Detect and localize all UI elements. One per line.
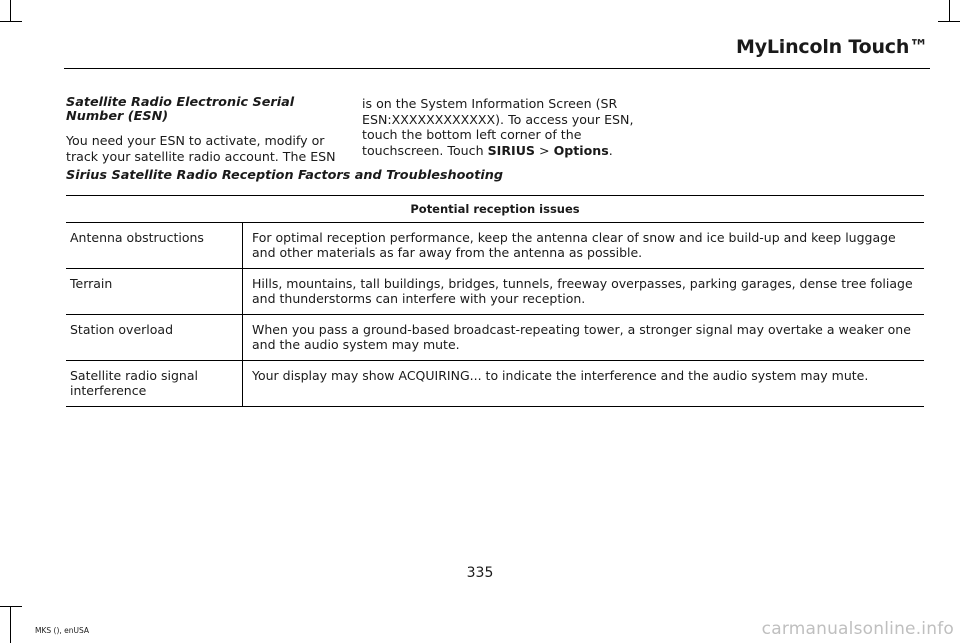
page-header-title: MyLincoln Touch™ xyxy=(735,36,928,58)
reception-issues-table xyxy=(66,195,924,407)
issue-cell: Antenna obstructions xyxy=(66,223,243,269)
table-row xyxy=(66,269,924,315)
table-row xyxy=(66,315,924,361)
table-header-row xyxy=(66,196,924,223)
description-cell: For optimal reception performance, keep the antenna clear of snow and ice build-up and keep luggage and other materials as far away from the antenna as possible. xyxy=(243,223,925,269)
crop-mark-top-left-h xyxy=(0,21,22,22)
table-header: Potential reception issues xyxy=(66,196,924,223)
crop-mark-top-left-v xyxy=(10,0,11,22)
description-cell: Hills, mountains, tall buildings, bridges, tunnels, freeway overpasses, parking garages, dense tree foliage and thunderstorms can interfere with your reception. xyxy=(243,269,925,315)
menu-separator: > xyxy=(535,142,554,158)
issue-cell: Satellite radio signal interference xyxy=(66,361,243,407)
crop-mark-top-right-h xyxy=(938,21,960,22)
esn-body-left: You need your ESN to activate, modify or track your satellite radio account. The ESN xyxy=(66,133,336,164)
watermark: carmanualsonline.info xyxy=(761,619,954,639)
esn-body-right xyxy=(362,96,642,158)
esn-left-column xyxy=(66,96,336,164)
description-cell: When you pass a ground-based broadcast-repeating tower, a stronger signal may overtake a weaker one and the audio system may mute. xyxy=(243,315,925,361)
sentence-period: . xyxy=(608,142,613,158)
table-row xyxy=(66,361,924,407)
description-cell: Your display may show ACQUIRING... to indicate the interference and the audio system may mute. xyxy=(243,361,925,407)
options-label: Options xyxy=(553,142,609,158)
sirius-label: SIRIUS xyxy=(487,142,535,158)
crop-mark-top-right-v xyxy=(949,0,950,22)
header-rule xyxy=(64,68,930,69)
footer-code: MKS (), enUSA xyxy=(35,626,90,635)
issue-cell: Station overload xyxy=(66,315,243,361)
issue-cell: Terrain xyxy=(66,269,243,315)
esn-body-right-text: is on the System Information Screen (SR ESN:XXXXXXXXXXXX). To access your ESN, touch the bottom left corner of the touchscreen. Touch xyxy=(362,96,634,158)
crop-mark-bottom-left-h xyxy=(0,606,22,607)
table-row xyxy=(66,223,924,269)
esn-right-column xyxy=(362,96,642,158)
esn-section-title: Satellite Radio Electronic Serial Number (ESN) xyxy=(66,95,295,124)
troubleshooting-title: Sirius Satellite Radio Reception Factors and Troubleshooting xyxy=(66,168,503,183)
page-number: 335 xyxy=(466,565,494,581)
crop-mark-bottom-left-v xyxy=(10,606,11,643)
